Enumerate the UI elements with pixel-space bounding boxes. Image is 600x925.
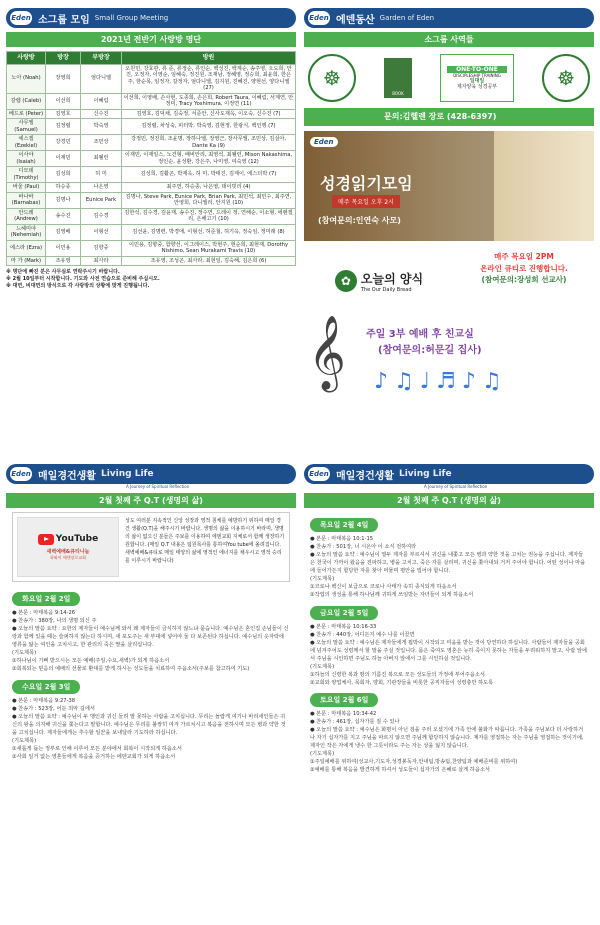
daily-bread-text — [454, 245, 594, 317]
day-line: ● 찬송가 : 501장, 너 시온아 이 소식 전하여라 — [310, 544, 417, 551]
left-days — [6, 586, 296, 761]
ministry-icons — [304, 51, 594, 105]
roster-body — [7, 64, 296, 266]
small-group-title: 소그룹 모임 — [38, 14, 90, 26]
day-line: ● 본문 : 마태복음 10:1-15 — [310, 536, 374, 542]
eden-logo-icon: Eden — [308, 11, 330, 25]
bible-reading-banner — [304, 131, 594, 241]
eden-logo-icon: Eden — [308, 467, 330, 481]
music-ministry — [304, 316, 594, 416]
day-line: ● 오늘의 말씀 요약 : 예수님이 열두 제자를 부르셔서 귀신을 내쫓고 모든 병과 약한 것을 고치는 권능을 주십니다. 제자들은 천국이 가까이 왔음을 전파하고, 병을 고치고, 죽은 자를 살리며, 귀신을 쫓아내되 거저 주어야 합니다. 어떤 성이나 마을에 들어가든지 합당한 자를 찾아 머물며 평안을 빌어야 합니다. — [310, 552, 586, 575]
roster-cell-sub: 이혜림 — [81, 93, 122, 109]
roster-cell-room: 에스라 (Ezra) — [7, 240, 46, 256]
roster-note: ※ 명단에 빠진 분은 사무실로 연락주시기 바랍니다. — [6, 269, 120, 275]
roster-cell-sub: 허 미 — [81, 167, 122, 183]
roster-cell-sub: 엄다니엘 — [81, 64, 122, 93]
day-line: ②작업의 생성을 통해 하나님께 귀하게 쓰임받는 자녀들이 되게 하옵소서 — [310, 592, 474, 599]
roster-row — [7, 119, 296, 135]
roster-cell-room: 바나바 (Barnabas) — [7, 192, 46, 208]
day-content — [304, 710, 594, 775]
day-line: ● 찬송가 : 440장, 어디든지 예수 나를 이끌면 — [310, 631, 415, 638]
roster-row — [7, 208, 296, 224]
daily-bread-en: The Our Daily Bread — [360, 286, 412, 293]
roster-cell-room: 베드로 (Peter) — [7, 109, 46, 119]
living-left-title: 매일경건생활 — [38, 470, 96, 482]
day-line: ● 본문 : 마태복음 10:34-42 — [310, 711, 377, 717]
roster-cell-members: 이재민, 이재일스, 노건형, 배비안리, 최영석, 최웰런, Mison Nakashima, 정인순, 윤성환, 강은주, 나미영, 여숙영 (12) — [122, 151, 296, 167]
roster-row — [7, 192, 296, 208]
eden-logo-icon: Eden — [10, 467, 32, 481]
roster-cell-sub: 이형선 — [81, 224, 122, 240]
day-line: ②사회 일거 없는 영혼들에게 복음을 증거하는 에덴교회가 되게 하옵소서 — [12, 753, 176, 760]
day-line: ①코로나 백신이 보급으로 코로나 사태가 속히 종식되게 하옵소서 — [310, 584, 457, 591]
ministry-contact: 문의:김헬렌 장로 (428-6397) — [304, 108, 594, 126]
day-header: 수요일 2월 3일 — [12, 680, 80, 694]
day-line: (기도제목) — [310, 663, 335, 670]
oto-line2: 제자양육 성경공부 — [456, 84, 498, 91]
living-left-header — [6, 464, 296, 484]
bible-brand: Eden — [310, 137, 338, 147]
roster-cell-leader: 이민용 — [46, 240, 81, 256]
daily-bread-line2: 온라인 큐티로 진행합니다. — [480, 263, 568, 273]
one-to-one-badge — [440, 54, 514, 102]
day-line: ①하나님이 기뻐 받으시는 모든 예배(주일,수요,새벽)가 되게 하옵소서 — [12, 658, 170, 665]
oto-title: ONE-TO-ONE — [447, 66, 507, 74]
youtube-caption2: 하와이 에덴장로교회 — [49, 554, 87, 560]
oto-sub: DISCIPLESHIP TRAINING — [453, 73, 501, 78]
roster-col-room: 사랑방 — [7, 52, 46, 65]
music-notes-icon: ♪♫♩♬♪♫ — [374, 369, 508, 394]
living-left-subtitle: A Journey of Spiritual Reflection — [126, 484, 190, 489]
roster-note: ※ 2월 10일부터 시작합니다. 기도와 사전 연습으로 준비해 주십시오. — [6, 276, 160, 282]
roster-col-sub: 부방장 — [81, 52, 122, 65]
day-header: 금요일 2월 5일 — [310, 606, 378, 620]
roster-cell-leader: 강경민 — [46, 135, 81, 151]
roster-row — [7, 151, 296, 167]
daily-bread-row — [304, 245, 594, 317]
roster-note: ※ 대면, 비대면의 방식으로 각 사랑방의 상황에 맞게 진행됩니다. — [6, 283, 150, 289]
roster-row — [7, 256, 296, 266]
roster-notes — [6, 269, 296, 290]
roster-cell-room: 디모데 (Timothy) — [7, 167, 46, 183]
daily-bread-icon: ✿ — [335, 270, 357, 292]
day-content — [6, 697, 296, 762]
daily-bread-logo — [304, 245, 454, 317]
roster-header-row — [7, 52, 296, 65]
roster-cell-room: 느헤미야 (Nehemiah) — [7, 224, 46, 240]
day-line: ● 오늘의 말씀 요약 : 예수님은 제자들에게 핍박이 시작되고 미움을 받는 것이 당연하다 하십니다. 사람들이 제자들을 공회에 넘겨주어도 성령께서 할 말을 주실 것입니다. 몸은 죽여도 영혼은 능히 죽이지 못하는 자들을 두려워하지 말고, 사람 앞에서 주님을 시인하면 주님도 하늘 아버지 앞에서 그를 시인하실 것입니다. — [310, 639, 587, 662]
roster-row — [7, 183, 296, 193]
living-right-title-en: Living Life — [398, 469, 452, 479]
living-right-band: 2월 첫째 주 Q.T (생명의 삶) — [304, 493, 594, 508]
eden-title: 에덴동산 — [336, 14, 375, 26]
roster-cell-room: 사무엘 (Samuel) — [7, 119, 46, 135]
day-content — [6, 609, 296, 674]
day-line: (기도제목) — [310, 751, 335, 758]
roster-cell-members: 오원민, 강효관, 류 준, 류정순, 류인순, 백성진, 백계순, 송주영, 오도희, 안 진, 오정자, 이영순, 임혜숙, 정진원, 조재남, 정혜영, 정승희, 최윤희, 한은주, 한순목, 임정자, 갈정자, 엄다니엘, 김지원, 진혜진, 양현선, 양다니엘 (27) — [122, 64, 296, 93]
roster-col-leader: 방장 — [46, 52, 81, 65]
roster-cell-members: 김영호, 김덕채, 김숙정, 서준안, 신사도재옥, 이오숙, 신수진 (7) — [122, 109, 296, 119]
day-line: ①하늘의 신령한 복과 땅의 기름진 복으로 모든 성도들의 가정에 부어주옵소서 — [310, 671, 485, 678]
day-line: ● 본문 : 마태복음 9:27-38 — [12, 697, 76, 704]
roster-cell-members: 김한석, 김수경, 김윤재, 송수진, 정수연, 드레이 정, 연해순, 이소형, 에렌겔리, 은해고기 (10) — [122, 208, 296, 224]
roster-cell-members: 강정민, 정진희, 조윤명, 장하나엘, 장영근, 장사무엘, 조민상, 김실아, Dante Ka (9) — [122, 135, 296, 151]
roster-cell-members: 이민용, 김향중, 함향선, 이그레이스, 박현주, 현순희, 최현재, Dorothy Nishimo, Sean Murakami Travis (10) — [122, 240, 296, 256]
day-line: ②교회와 양업체사, 목회자, 양회, 기관장들을 비롯한 공직자들이 성령충만 하도록 — [310, 679, 494, 686]
play-icon — [38, 534, 54, 545]
roster-cell-members: 이선희, 이영배, 손사현, 도종희, 손은희, Robert Taura, 이혜림, 서계연, 안정미, Tracy Yoshimura, 이정연 (11) — [122, 93, 296, 109]
roster-cell-room: 마 가 (Mark) — [7, 256, 46, 266]
eden-panel — [304, 8, 594, 458]
helm-icon: ☸ — [308, 54, 356, 102]
roster-cell-leader: 하승종 — [46, 183, 81, 193]
music-line1: 주일 3부 예배 후 친교실 — [366, 329, 474, 340]
bible-title: 성경읽기모임 — [320, 174, 413, 193]
day-line: ②예배를 통해 복음을 발견하게 하셔서 성도들이 십자가의 은혜로 살게 하옵소서 — [310, 767, 490, 774]
roster-cell-leader: 김성희 — [46, 167, 81, 183]
day-header: 토요일 2월 6일 — [310, 693, 378, 707]
day-line: (기도제목) — [12, 650, 37, 657]
roster-cell-sub: 신수진 — [81, 109, 122, 119]
eden-subtitle: Garden of Eden — [379, 14, 435, 22]
roster-cell-room: 노아 (Noah) — [7, 64, 46, 93]
roster-cell-members: 김성희, 김활곤, 박재옥, 허 미, 박태진, 김계이, 에스더박 (7) — [122, 167, 296, 183]
roster-row — [7, 135, 296, 151]
music-line2: (참여문의:허문길 집사) — [378, 345, 482, 356]
day-line: ● 찬송가 : 523장, 어둔 죄악 길에서 — [12, 705, 95, 712]
roster-col-members: 방원 — [122, 52, 296, 65]
day-line: ● 본문 : 마태복음 9:14-26 — [12, 610, 76, 616]
day-line: ● 오늘의 말씀 요약 : 예수님이 두 맹인과 귀신 들려 말 못하는 사람을 고치십니다. 무리는 놀랍게 여기나 바리새인들은 귀신의 왕을 의지해 귀신을 쫓는다고 말합니다. 예수님은 무리를 불쌍히 여겨 가르치시고 복음을 전하시며 모든 병과 약한 것을 고치십니다. 제자들에게는 추수할 일꾼을 보내달라 기도하라 하십니다. — [12, 713, 286, 736]
roster-row — [7, 93, 296, 109]
roster-cell-leader: 조유영 — [46, 256, 81, 266]
day-line: ②회복되는 믿음의 예배의 선물로 환대를 받게 하시는 성도들을 치료하여 주옵소서(주보를 참고하여 기도) — [12, 666, 250, 673]
bible-contact: (참여문의:인연숙 사모) — [318, 216, 401, 225]
treble-clef-icon: 𝄞 — [308, 316, 346, 390]
book-icon: BOOK — [384, 58, 412, 98]
living-left-band: 2월 첫째 주 Q.T (생명의 삶) — [6, 493, 296, 508]
day-line: ● 오늘의 말씀 요약 : 요한의 제자들이 예수님께 와서 왜 제자들이 금식하지 않느냐 묻습니다. 예수님은 혼인집 손님들이 신랑과 함께 있을 때는 슬퍼하지 않는다 하시며, 새 포도주는 새 부대에 넣어야 둘 다 보존된다 하십니다. 예수님의 옷자락에 영류을 앓는 여인을 고치시고, 한 관리의 죽은 딸을 살리십니다. — [12, 626, 289, 649]
roster-cell-leader: 김정렬 — [46, 119, 81, 135]
roster-cell-members: 김명나, Steve Park, Eunice Park, Brian Park, 최민석, 최민수, 최주연, 안영희, 다니엘리, 안지원 (10) — [122, 192, 296, 208]
eden-header — [304, 8, 594, 28]
right-days — [304, 512, 594, 775]
roster-cell-leader: 김명나 — [46, 192, 81, 208]
youtube-thumbnail[interactable] — [17, 517, 119, 577]
youtube-box — [12, 512, 290, 582]
living-life-right — [304, 464, 594, 924]
roster-cell-room: 에스겔 (Ezekiel) — [7, 135, 46, 151]
small-group-panel — [6, 8, 296, 458]
qt-intro: 성도 여러분 지속적인 신앙 성장과 영적 침체를 예방하기 위하여 매일 경건 생활(Q.T)을 해주시기 바랍니다. 생명의 삶을 이용하시기 바라며, 생명의 삶이 없으신 분들은 주보를 이용하여 에덴교회 지체로서 함께 생장하기 원합니다. (매일 Q.T 내용은 팀원목사를 통하여You tube에 올려집니다. 새벽예배&큐티로 매일 태양의 삶에 영적인 에너지를 채우시고 영적 승리를 이루시기 바랍니다) — [125, 518, 285, 564]
roster-cell-leader: 이선희 — [46, 93, 81, 109]
roster-cell-room: 안드레 (Andrew) — [7, 208, 46, 224]
roster-cell-room: 바울 (Paul) — [7, 183, 46, 193]
roster-row — [7, 240, 296, 256]
youtube-caption: 새벽예배&큐티나눔 — [46, 548, 90, 555]
roster-cell-sub: 최웰런 — [81, 151, 122, 167]
roster-row — [7, 224, 296, 240]
daily-bread-name: 오늘의 양식 — [360, 271, 424, 286]
eden-logo-icon: Eden — [10, 11, 32, 25]
day-content — [304, 535, 594, 600]
oto-line1: 일대일 — [469, 78, 485, 84]
roster-cell-leader: 김영호 — [46, 109, 81, 119]
roster-cell-members: 김정렬, 차성숙, 피터박, 박숙영, 김현정, 한광식, 백인행 (7) — [122, 119, 296, 135]
day-line: (기도제목) — [310, 576, 335, 583]
roster-row — [7, 109, 296, 119]
roster-row — [7, 167, 296, 183]
living-left-title-en: Living Life — [100, 469, 154, 479]
day-line: ①새롭게 돕는 정부로 인해 이루어 모든 분야에서 회복이 시작되게 하옵소서 — [12, 745, 182, 752]
living-life-left — [6, 464, 296, 924]
roster-cell-sub: 최사라 — [81, 256, 122, 266]
roster-cell-room: 이사야 (Isaiah) — [7, 151, 46, 167]
roster-cell-sub: 김수경 — [81, 208, 122, 224]
roster-cell-sub: 김향중 — [81, 240, 122, 256]
day-line: ①주일예배를 위하여(성교사,기도자,성경봉독자,안내팀,방송팀,찬양팀과 예배준비를 위하여) — [310, 759, 518, 766]
small-group-header — [6, 8, 296, 28]
roster-cell-sub: Eunice Park — [81, 192, 122, 208]
ministries-band: 소그룹 사역들 — [304, 32, 594, 47]
day-content — [304, 623, 594, 688]
day-line: ● 본문 : 마태복음 10:16-33 — [310, 623, 377, 630]
small-group-subtitle: Small Group Meeting — [94, 14, 169, 22]
roster-cell-members: 최주연, 하승종, 나은영, 데이빗리 (4) — [122, 183, 296, 193]
day-line: ● 오늘의 말씀 요약 : 예수님은 화평이 아닌 검을 주러 오셨기에 가족 안에 불화가 따릅니다. 가족을 주님보다 더 사랑하거나 자기 십자가를 지고 주님을 따르지 않으면 주님께 합당하지 않습니다. 제자를 영접하는 자는 주님을 영접하는 것이기에, 제자인 작은 자에게 냉수 한 그릇이라도 주는 자는 상을 잃지 않습니다. — [310, 727, 584, 750]
roster-cell-leader: 김영배 — [46, 224, 81, 240]
daily-bread-line3: (참여문의:장성희 선교사) — [481, 275, 567, 285]
roster-cell-sub: 나은영 — [81, 183, 122, 193]
day-header: 목요일 2월 4일 — [310, 518, 378, 532]
day-line: ● 찬송가 : 461장, 십자가를 질 수 있나 — [310, 719, 400, 726]
roster-cell-room: 갈렙 (Caleb) — [7, 93, 46, 109]
helm-icon: ☸ — [542, 54, 590, 102]
roster-band: 2021년 전반기 사랑방 명단 — [6, 32, 296, 47]
roster-cell-members: 조유영, 조성곤, 최사라, 최현일, 김숙해, 김은희 (6) — [122, 256, 296, 266]
daily-bread-line1: 매주 목요일 2PM — [494, 252, 554, 261]
day-line: (기도제목) — [12, 737, 37, 744]
roster-table — [6, 51, 296, 266]
youtube-word: YouTube — [55, 534, 99, 544]
roster-cell-sub: 박숙영 — [81, 119, 122, 135]
roster-cell-leader: 이재민 — [46, 151, 81, 167]
roster-cell-sub: 조민상 — [81, 135, 122, 151]
bible-tag: 매주 목요일 오후 2시 — [332, 195, 400, 208]
roster-cell-leader: 장영희 — [46, 64, 81, 93]
living-right-title: 매일경건생활 — [336, 470, 394, 482]
roster-cell-leader: 송수진 — [46, 208, 81, 224]
living-right-subtitle: A Journey of Spiritual Reflection — [424, 484, 488, 489]
roster-row — [7, 64, 296, 93]
living-right-header — [304, 464, 594, 484]
day-line: ● 찬송가 : 380장, 나의 생명 되신 주 — [12, 618, 97, 625]
day-header: 화요일 2월 2일 — [12, 592, 80, 606]
roster-cell-members: 김선윤, 김명련, 박경애, 이형선, 허준철, 허기옥, 정숙임, 정미래 (8) — [122, 224, 296, 240]
